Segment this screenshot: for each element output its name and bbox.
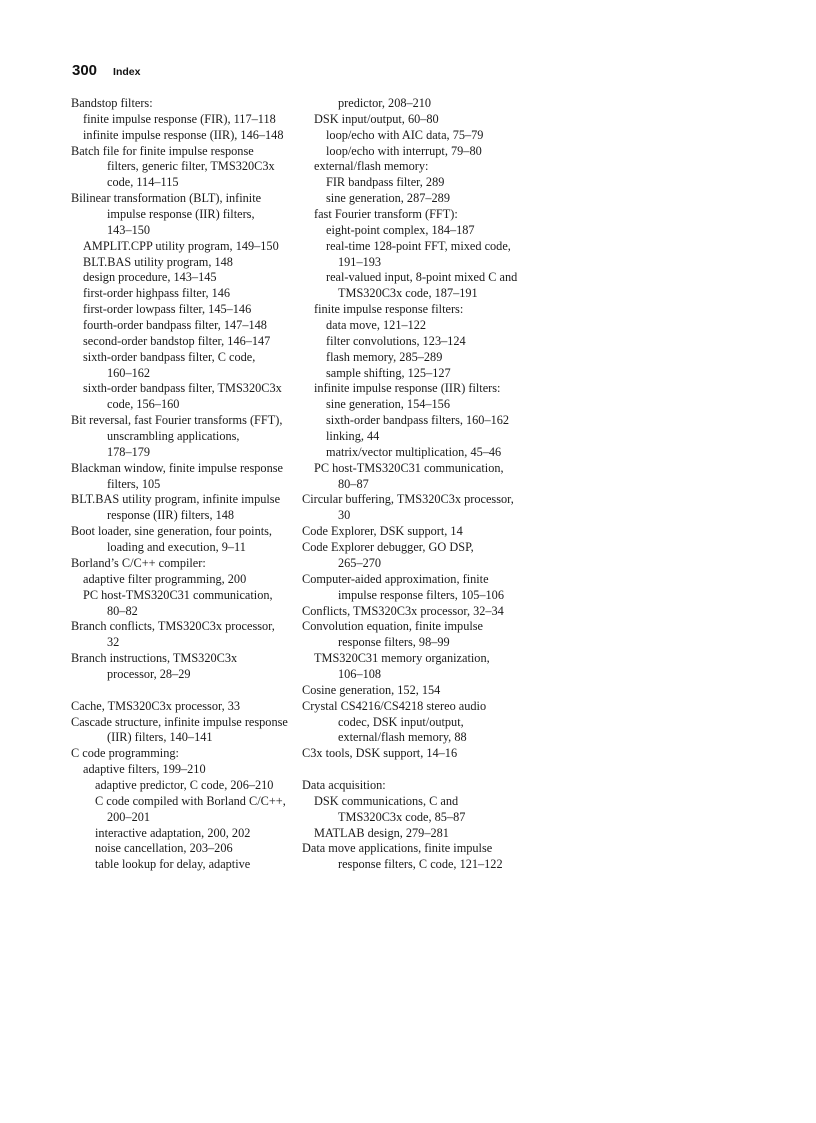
index-subentry: adaptive filter programming, 200 [83, 571, 247, 586]
index-entry: Bandstop filters: [71, 96, 153, 110]
index-gap [71, 683, 296, 699]
index-subentry: DSK input/output, 60–80 [314, 111, 439, 126]
index-subentry: external/flash memory: [314, 159, 429, 174]
index-subentry: 160–162 [107, 365, 151, 380]
index-subentry: sixth-order bandpass filter, TMS320C3x [83, 381, 282, 396]
index-subentry: interactive adaptation, 200, 202 [95, 825, 251, 840]
index-subentry: DSK communications, C and [314, 793, 459, 808]
index-entry: Crystal CS4216/CS4218 stereo audio [302, 698, 487, 713]
page-header [72, 62, 140, 82]
index-subentry: TMS320C3x code, 85–87 [338, 809, 466, 824]
index-subentry: FIR bandpass filter, 289 [326, 175, 445, 190]
index-entry: Branch conflicts, TMS320C3x processor, [71, 619, 275, 634]
index-entry: Computer-aided approximation, finite [302, 571, 489, 586]
index-subentry: unscrambling applications, [107, 429, 240, 444]
index-entry: Cascade structure, infinite impulse response [71, 714, 288, 729]
index-subentry: processor, 28–29 [107, 666, 191, 681]
index-subentry: TMS320C3x code, 187–191 [338, 286, 478, 301]
index-subentry: real-valued input, 8-point mixed C and [326, 270, 518, 285]
index-subentry: infinite impulse response (IIR), 146–148 [83, 127, 284, 142]
index-subentry: code, 114–115 [107, 175, 179, 190]
index-subentry: 143–150 [107, 222, 151, 237]
index-subentry: code, 156–160 [107, 397, 180, 412]
index-subentry: 265–270 [338, 555, 382, 570]
index-subentry: sine generation, 287–289 [326, 191, 450, 206]
index-entry: Cache, TMS320C3x processor, 33 [71, 698, 241, 713]
index-subentry: response (IIR) filters, 148 [107, 508, 235, 523]
index-subentry: impulse response filters, 105–106 [338, 587, 504, 602]
index-subentry: first-order lowpass filter, 145–146 [83, 302, 252, 317]
index-subentry: sixth-order bandpass filters, 160–162 [326, 413, 510, 428]
index-subentry: loop/echo with interrupt, 79–80 [326, 143, 482, 158]
index-subentry: loop/echo with AIC data, 75–79 [326, 127, 484, 142]
index-entry: C code programming: [71, 746, 179, 761]
index-entry: BLT.BAS utility program, infinite impulse [71, 492, 281, 507]
index-subentry: filter convolutions, 123–124 [326, 333, 466, 348]
index-entry: Code Explorer, DSK support, 14 [302, 524, 463, 539]
index-gap [302, 762, 532, 778]
index-entry: Blackman window, finite impulse response [71, 460, 283, 475]
index-subentry: first-order highpass filter, 146 [83, 286, 231, 301]
index-subentry: eight-point complex, 184–187 [326, 222, 475, 237]
index-subentry: AMPLIT.CPP utility program, 149–150 [83, 238, 279, 253]
index-subentry: C code compiled with Borland C/C++, [95, 793, 286, 808]
index-subentry: 80–82 [107, 603, 138, 618]
index-column-left [71, 96, 296, 873]
index-entry: Bit reversal, fast Fourier transforms (FFT), [71, 413, 283, 428]
section-title: Index [113, 66, 141, 78]
index-entry: Branch instructions, TMS320C3x [71, 651, 238, 666]
index-subentry: (IIR) filters, 140–141 [107, 730, 213, 745]
index-entry: Cosine generation, 152, 154 [302, 682, 441, 697]
index-entry: Batch file for finite impulse response [71, 143, 254, 158]
index-entry: Borland’s C/C++ compiler: [71, 555, 206, 570]
index-subentry: sine generation, 154–156 [326, 397, 450, 412]
index-entry: C3x tools, DSK support, 14–16 [302, 746, 458, 761]
index-entry: Conflicts, TMS320C3x processor, 32–34 [302, 603, 504, 618]
index-subentry: adaptive predictor, C code, 206–210 [95, 777, 274, 792]
index-subentry: filters, generic filter, TMS320C3x [107, 159, 275, 174]
index-subentry: 178–179 [107, 444, 151, 459]
index-subentry: data move, 121–122 [326, 318, 427, 333]
index-entry: Boot loader, sine generation, four points, [71, 524, 272, 539]
index-subentry: PC host-TMS320C31 communication, [83, 587, 273, 602]
index-subentry: 32 [107, 635, 120, 650]
index-subentry: flash memory, 285–289 [326, 349, 443, 364]
index-entry: Data acquisition: [302, 777, 386, 792]
index-subentry: impulse response (IIR) filters, [107, 207, 255, 222]
index-subentry: loading and execution, 9–11 [107, 540, 246, 555]
index-subentry: 106–108 [338, 666, 382, 681]
index-subentry: noise cancellation, 203–206 [95, 841, 233, 856]
index-subentry: finite impulse response filters: [314, 302, 464, 317]
index-subentry: response filters, 98–99 [338, 635, 450, 650]
page-number: 300 [72, 62, 98, 79]
index-subentry: sixth-order bandpass filter, C code, [83, 349, 256, 364]
index-subentry: predictor, 208–210 [338, 96, 432, 110]
index-subentry: codec, DSK input/output, [338, 714, 464, 729]
index-entry: Bilinear transformation (BLT), infinite [71, 191, 262, 206]
index-subentry: finite impulse response (FIR), 117–118 [83, 111, 276, 126]
index-entry: Data move applications, finite impulse [302, 841, 493, 856]
index-subentry: 191–193 [338, 254, 382, 269]
index-subentry: response filters, C code, 121–122 [338, 857, 503, 872]
index-subentry: real-time 128-point FFT, mixed code, [326, 238, 511, 253]
index-subentry: infinite impulse response (IIR) filters: [314, 381, 501, 396]
index-entry: Circular buffering, TMS320C3x processor, [302, 492, 514, 507]
index-entry: Code Explorer debugger, GO DSP, [302, 540, 474, 555]
index-subentry: matrix/vector multiplication, 45–46 [326, 444, 502, 459]
index-subentry: adaptive filters, 199–210 [83, 762, 206, 777]
index-subentry: PC host-TMS320C31 communication, [314, 460, 504, 475]
index-subentry: 30 [338, 508, 351, 523]
index-subentry: external/flash memory, 88 [338, 730, 467, 745]
index-subentry: design procedure, 143–145 [83, 270, 217, 285]
index-subentry: 200–201 [107, 809, 151, 824]
index-subentry: filters, 105 [107, 476, 161, 491]
index-subentry: fast Fourier transform (FFT): [314, 207, 458, 222]
index-subentry: 80–87 [338, 476, 369, 491]
index-subentry: sample shifting, 125–127 [326, 365, 451, 380]
index-entry: Convolution equation, finite impulse [302, 619, 484, 634]
index-column-right [302, 96, 532, 873]
index-subentry: table lookup for delay, adaptive [95, 857, 251, 872]
index-subentry: BLT.BAS utility program, 148 [83, 254, 233, 269]
index-subentry: MATLAB design, 279–281 [314, 825, 449, 840]
index-subentry: fourth-order bandpass filter, 147–148 [83, 318, 267, 333]
index-subentry: second-order bandstop filter, 146–147 [83, 333, 271, 348]
index-subentry: linking, 44 [326, 429, 380, 444]
index-subentry: TMS320C31 memory organization, [314, 651, 490, 666]
